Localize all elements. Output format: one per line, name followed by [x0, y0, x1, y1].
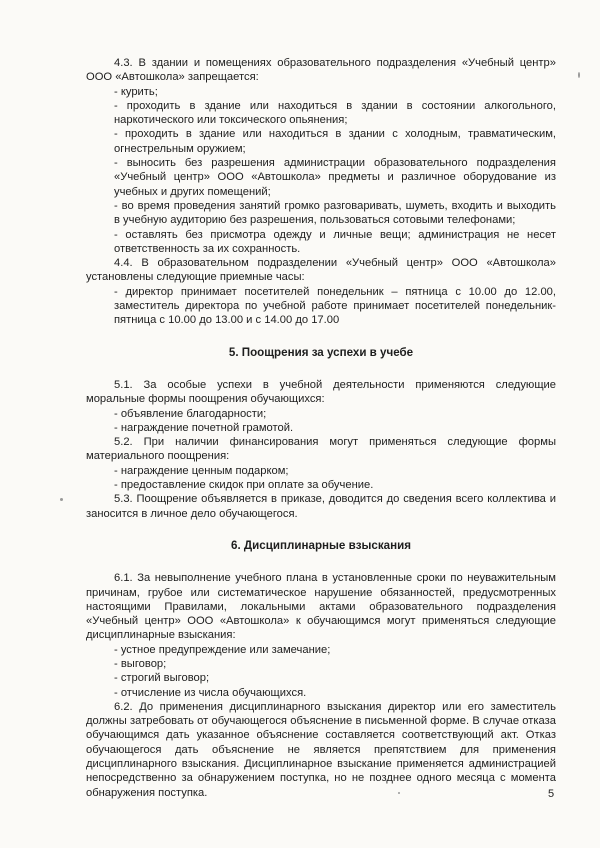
list-item: - строгий выговор; [114, 672, 210, 685]
list-item: - устное предупреждение или замечание; [114, 643, 331, 656]
list-item: - курить; [114, 85, 158, 98]
list-item: - отчисление из числа обучающихся. [114, 686, 307, 699]
scan-speck [60, 498, 63, 501]
paragraph-4-3: 4.3. В здании и помещениях образовательного подразделения «Учебный центр» ООО «Автошкола» запрещается: [86, 57, 556, 84]
list-item: - награждение почетной грамотой. [114, 421, 294, 434]
paragraph-5-2: 5.2. При наличии финансирования могут применяться следующие формы материального поощрения: [86, 436, 556, 463]
section-6-heading: 6. Дисциплинарные взыскания [231, 538, 411, 552]
list-item: - проходить в здание или находиться в здании в состоянии алкогольного, наркотического или токсического опьянения; [114, 99, 556, 127]
paragraph-6-2: 6.2. До применения дисциплинарного взыскания директор или его заместитель должны затребовать от обучающегося объяснение в письменной форме. В случае отказа обучающимся дать указанное объяснение составляется соответствующий акт. Отказ обучающегося дать объяснение не является препятствием для применения дисциплинарного взыскания. Дисциплинарное взыскание применяется администрацией непосредственно за обнаружением поступка, но не позднее одного месяца с момента обнаружения поступка. [86, 700, 556, 799]
list-item: - во время проведения занятий громко разговаривать, шуметь, входить и выходить в учебную аудиторию без разрешения, пользоваться сотовыми телефонами; [114, 199, 556, 227]
paragraph-5-3: 5.3. Поощрение объявляется в приказе, доводится до сведения всего коллектива и заносится в личное дело обучающегося. [86, 493, 556, 520]
reception-hours: - директор принимает посетителей понедельник – пятница с 10.00 до 12.00, заместитель директора по учебной работе принимает посетителей понедельник-пятница с 10.00 до 13.00 и с 14.00 до 17.00 [114, 285, 556, 327]
list-item: - оставлять без присмотра одежду и личные вещи; администрация не несет ответственность за их сохранность. [114, 228, 556, 255]
list-item: - выносить без разрешения администрации образовательного подразделения «Учебный центр» ООО «Автошкола» предметы и различное оборудование из учебных и других помещений; [114, 157, 556, 198]
scan-speck [578, 72, 580, 78]
document-body [86, 56, 556, 800]
paragraph-4-4: 4.4. В образовательном подразделении «Учебный центр» ООО «Автошкола» установлены следующие приемные часы: [86, 257, 556, 284]
section-5-heading: 5. Поощрения за успехи в учебе [228, 345, 414, 359]
paragraph-6-1: 6.1. За невыполнение учебного плана в установленные сроки по неуважительным причинам, грубое или систематическое нарушение обязанностей, предусмотренных настоящими Правилами, локальными актами образовательного подразделения «Учебный центр» ООО «Автошкола» к обучающимся могут применяться следующие дисциплинарные взыскания: [86, 572, 556, 642]
list-item: - выговор; [114, 657, 167, 670]
page-number: 5 [548, 788, 555, 800]
list-item: - объявление благодарности; [114, 407, 267, 420]
paragraph-5-1: 5.1. За особые успехи в учебной деятельности применяются следующие моральные формы поощрения обучающихся: [86, 378, 556, 406]
list-item: - награждение ценным подарком; [114, 464, 289, 477]
list-item: - предоставление скидок при оплате за обучение. [114, 479, 374, 492]
list-item: - проходить в здание или находиться в здании с холодным, травматическим, огнестрельным оружием; [114, 128, 556, 155]
scan-speck [398, 792, 400, 794]
